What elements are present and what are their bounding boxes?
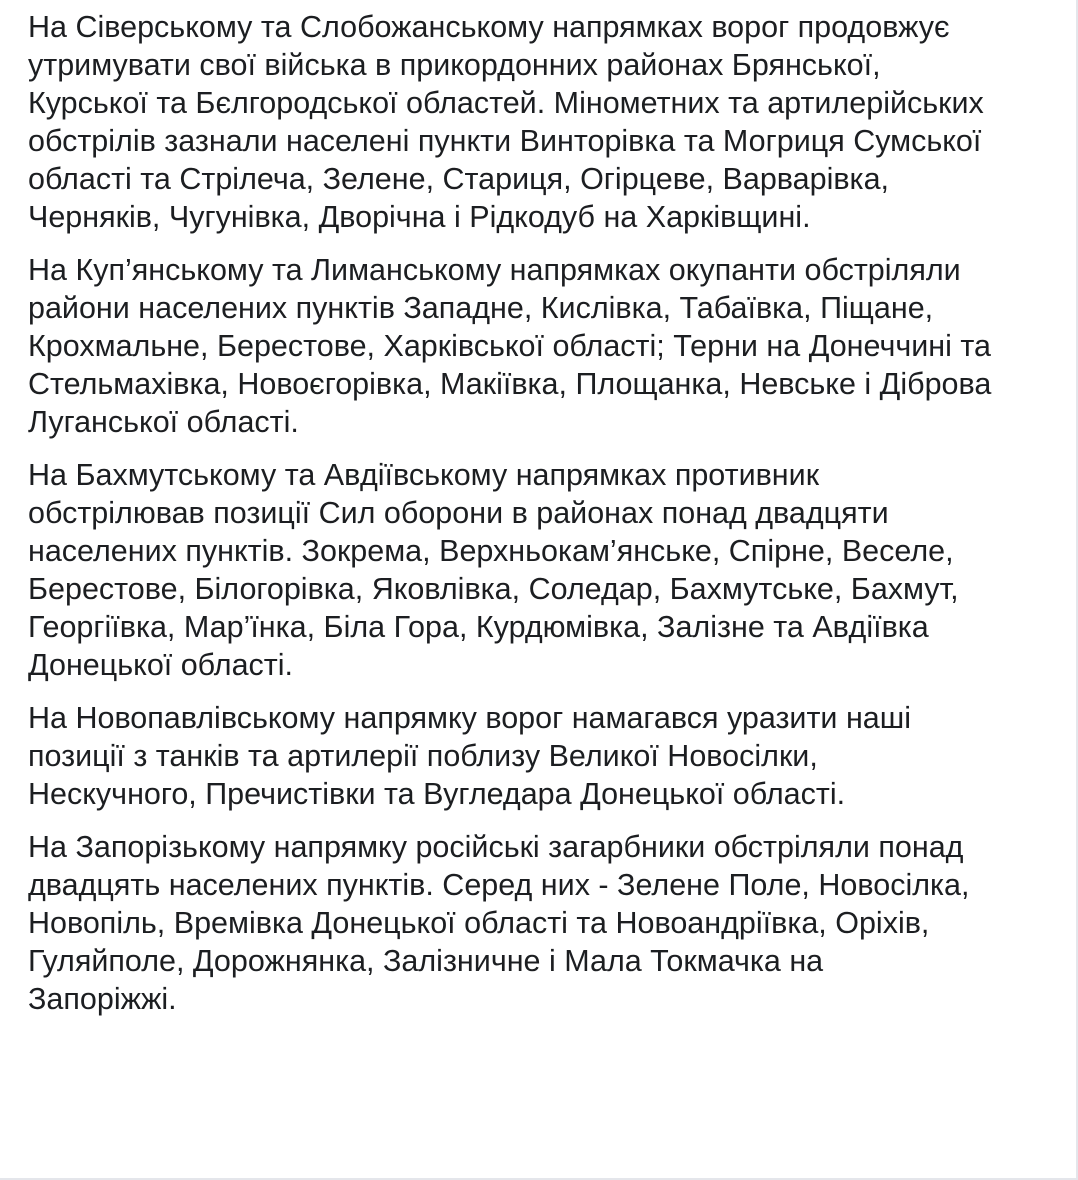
text-line: Гуляйполе, Дорожнянка, Залізничне і Мала Токмачка на (28, 944, 824, 978)
text-line: області та Стрілеча, Зелене, Стариця, Огірцеве, Варварівка, (28, 162, 889, 196)
text-line: Крохмальне, Берестове, Харківської області; Терни на Донеччині та (28, 329, 991, 363)
text-line: Луганської області. (28, 405, 299, 439)
text-line: обстрілів зазнали населені пункти Винторівка та Могриця Сумської (28, 124, 982, 158)
text-line: Новопіль, Времівка Донецької області та Новоандріївка, Оріхів, (28, 906, 930, 940)
text-line: Донецької області. (28, 648, 294, 682)
paragraph-kupiansk (28, 251, 1068, 441)
text-line: Нескучного, Пречистівки та Вугледара Донецької області. (28, 777, 846, 811)
text-line: На Запорізькому напрямку російські загарбники обстріляли понад (28, 830, 964, 864)
text-line: Стельмахівка, Новоєгорівка, Макіївка, Площанка, Невське і Діброва (28, 367, 992, 401)
text-line: двадцять населених пунктів. Серед них - Зелене Поле, Новосілка, (28, 868, 970, 902)
text-line: Берестове, Білогорівка, Яковлівка, Соледар, Бахмутське, Бахмут, (28, 572, 959, 606)
paragraph-novopavlivka (28, 699, 1068, 813)
text-line: райони населених пунктів Западне, Кислівка, Табаївка, Піщане, (28, 291, 934, 325)
text-line: Курської та Бєлгородської областей. Мінометних та артилерійських (28, 86, 984, 120)
text-line: утримувати свої війська в прикордонних районах Брянської, (28, 48, 881, 82)
text-line: Черняків, Чугунівка, Дворічна і Рідкодуб на Харківщині. (28, 200, 811, 234)
paragraph-zaporizhzhia (28, 828, 1068, 1018)
text-line: На Куп’янському та Лиманському напрямках окупанти обстріляли (28, 253, 961, 287)
text-line: Георгіївка, Мар’їнка, Біла Гора, Курдюмівка, Залізне та Авдіївка (28, 610, 929, 644)
post-body (28, 8, 1068, 1033)
text-line: На Новопавлівському напрямку ворог намагався уразити наші (28, 701, 911, 735)
text-line: позиції з танків та артилерії поблизу Великої Новосілки, (28, 739, 818, 773)
text-line: Запоріжжі. (28, 982, 177, 1016)
paragraph-bakhmut (28, 456, 1068, 684)
text-line: обстрілював позиції Сил оборони в районах понад двадцяти (28, 496, 889, 530)
text-line: На Сіверському та Слобожанському напрямках ворог продовжує (28, 10, 950, 44)
paragraph-sivershchyna (28, 8, 1068, 236)
text-line: населених пунктів. Зокрема, Верхньокам’янське, Спірне, Веселе, (28, 534, 954, 568)
text-line: На Бахмутському та Авдіївському напрямках противник (28, 458, 820, 492)
